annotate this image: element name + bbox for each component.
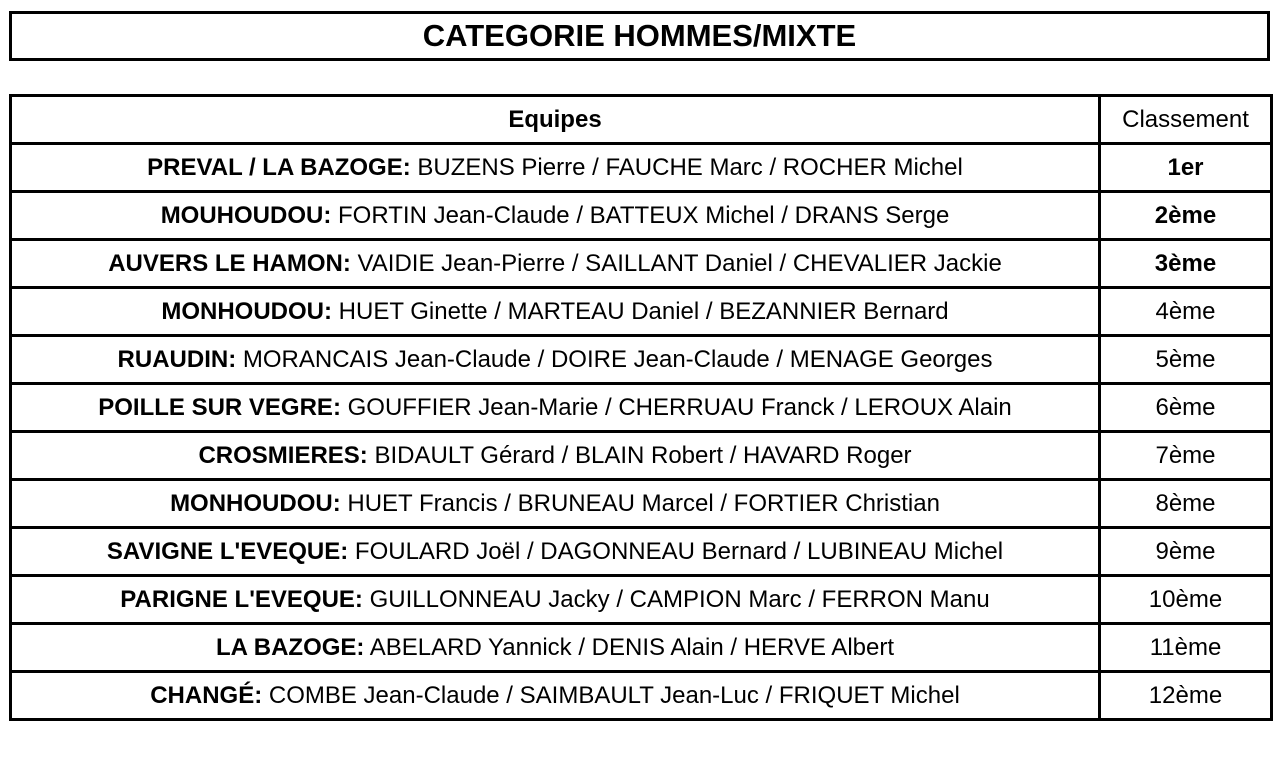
team-cell [11, 528, 1100, 576]
club-name: MONHOUDOU: [170, 489, 341, 517]
table-row [11, 432, 1272, 480]
column-header-teams: Equipes [11, 96, 1100, 144]
club-name: AUVERS LE HAMON: [108, 249, 351, 277]
table-row [11, 528, 1272, 576]
table-row [11, 480, 1272, 528]
club-name: SAVIGNE L'EVEQUE: [106, 537, 349, 565]
club-name: RUAUDIN: [117, 345, 237, 373]
team-players: MORANCAIS Jean-Claude / DOIRE Jean-Claude / MENAGE Georges [236, 345, 993, 373]
team-players: VAIDIE Jean-Pierre / SAILLANT Daniel / CHEVALIER Jackie [350, 249, 1002, 277]
team-players: BIDAULT Gérard / BLAIN Robert / HAVARD Roger [367, 441, 912, 469]
table-row [11, 288, 1272, 336]
ranking-cell: 10ème [1100, 576, 1272, 624]
club-name: CROSMIERES: [198, 441, 368, 469]
club-name: MOUHOUDOU: [160, 201, 332, 229]
team-cell [11, 288, 1100, 336]
team-cell [11, 192, 1100, 240]
club-name: PREVAL / LA BAZOGE: [147, 153, 411, 181]
ranking-cell: 12ème [1100, 672, 1272, 720]
table-row [11, 144, 1272, 192]
results-table [9, 94, 1273, 721]
ranking-cell: 5ème [1100, 336, 1272, 384]
team-cell [11, 240, 1100, 288]
ranking-cell: 2ème [1100, 192, 1272, 240]
ranking-cell: 7ème [1100, 432, 1272, 480]
ranking-cell: 11ème [1100, 624, 1272, 672]
ranking-cell: 1er [1100, 144, 1272, 192]
team-players: HUET Francis / BRUNEAU Marcel / FORTIER Christian [340, 489, 940, 517]
team-players: COMBE Jean-Claude / SAIMBAULT Jean-Luc / FRIQUET Michel [262, 681, 960, 709]
team-players: BUZENS Pierre / FAUCHE Marc / ROCHER Michel [410, 153, 963, 181]
team-players: HUET Ginette / MARTEAU Daniel / BEZANNIER Bernard [332, 297, 949, 325]
table-row [11, 384, 1272, 432]
team-players: GUILLONNEAU Jacky / CAMPION Marc / FERRON Manu [362, 585, 990, 613]
team-cell [11, 144, 1100, 192]
team-cell [11, 624, 1100, 672]
table-header-row [11, 96, 1272, 144]
team-cell [11, 576, 1100, 624]
team-players: GOUFFIER Jean-Marie / CHERRUAU Franck / LEROUX Alain [340, 393, 1012, 421]
club-name: PARIGNE L'EVEQUE: [120, 585, 363, 613]
table-row [11, 576, 1272, 624]
ranking-cell: 6ème [1100, 384, 1272, 432]
ranking-cell: 3ème [1100, 240, 1272, 288]
table-row [11, 624, 1272, 672]
ranking-cell: 4ème [1100, 288, 1272, 336]
team-cell [11, 672, 1100, 720]
team-cell [11, 432, 1100, 480]
page-title-text: CATEGORIE HOMMES/MIXTE [422, 18, 857, 53]
ranking-cell: 9ème [1100, 528, 1272, 576]
team-players: FOULARD Joël / DAGONNEAU Bernard / LUBINEAU Michel [348, 537, 1004, 565]
page-title [9, 11, 1270, 61]
results-table-body [11, 96, 1272, 720]
team-cell [11, 384, 1100, 432]
ranking-cell: 8ème [1100, 480, 1272, 528]
column-header-ranking: Classement [1100, 96, 1272, 144]
club-name: MONHOUDOU: [161, 297, 332, 325]
table-row [11, 672, 1272, 720]
team-players: ABELARD Yannick / DENIS Alain / HERVE Albert [364, 633, 895, 661]
club-name: CHANGÉ: [150, 681, 263, 709]
team-players: FORTIN Jean-Claude / BATTEUX Michel / DRANS Serge [331, 201, 950, 229]
team-cell [11, 480, 1100, 528]
club-name: POILLE SUR VEGRE: [98, 393, 341, 421]
team-cell [11, 336, 1100, 384]
table-row [11, 336, 1272, 384]
club-name: LA BAZOGE: [215, 633, 365, 661]
table-row [11, 192, 1272, 240]
table-row [11, 240, 1272, 288]
